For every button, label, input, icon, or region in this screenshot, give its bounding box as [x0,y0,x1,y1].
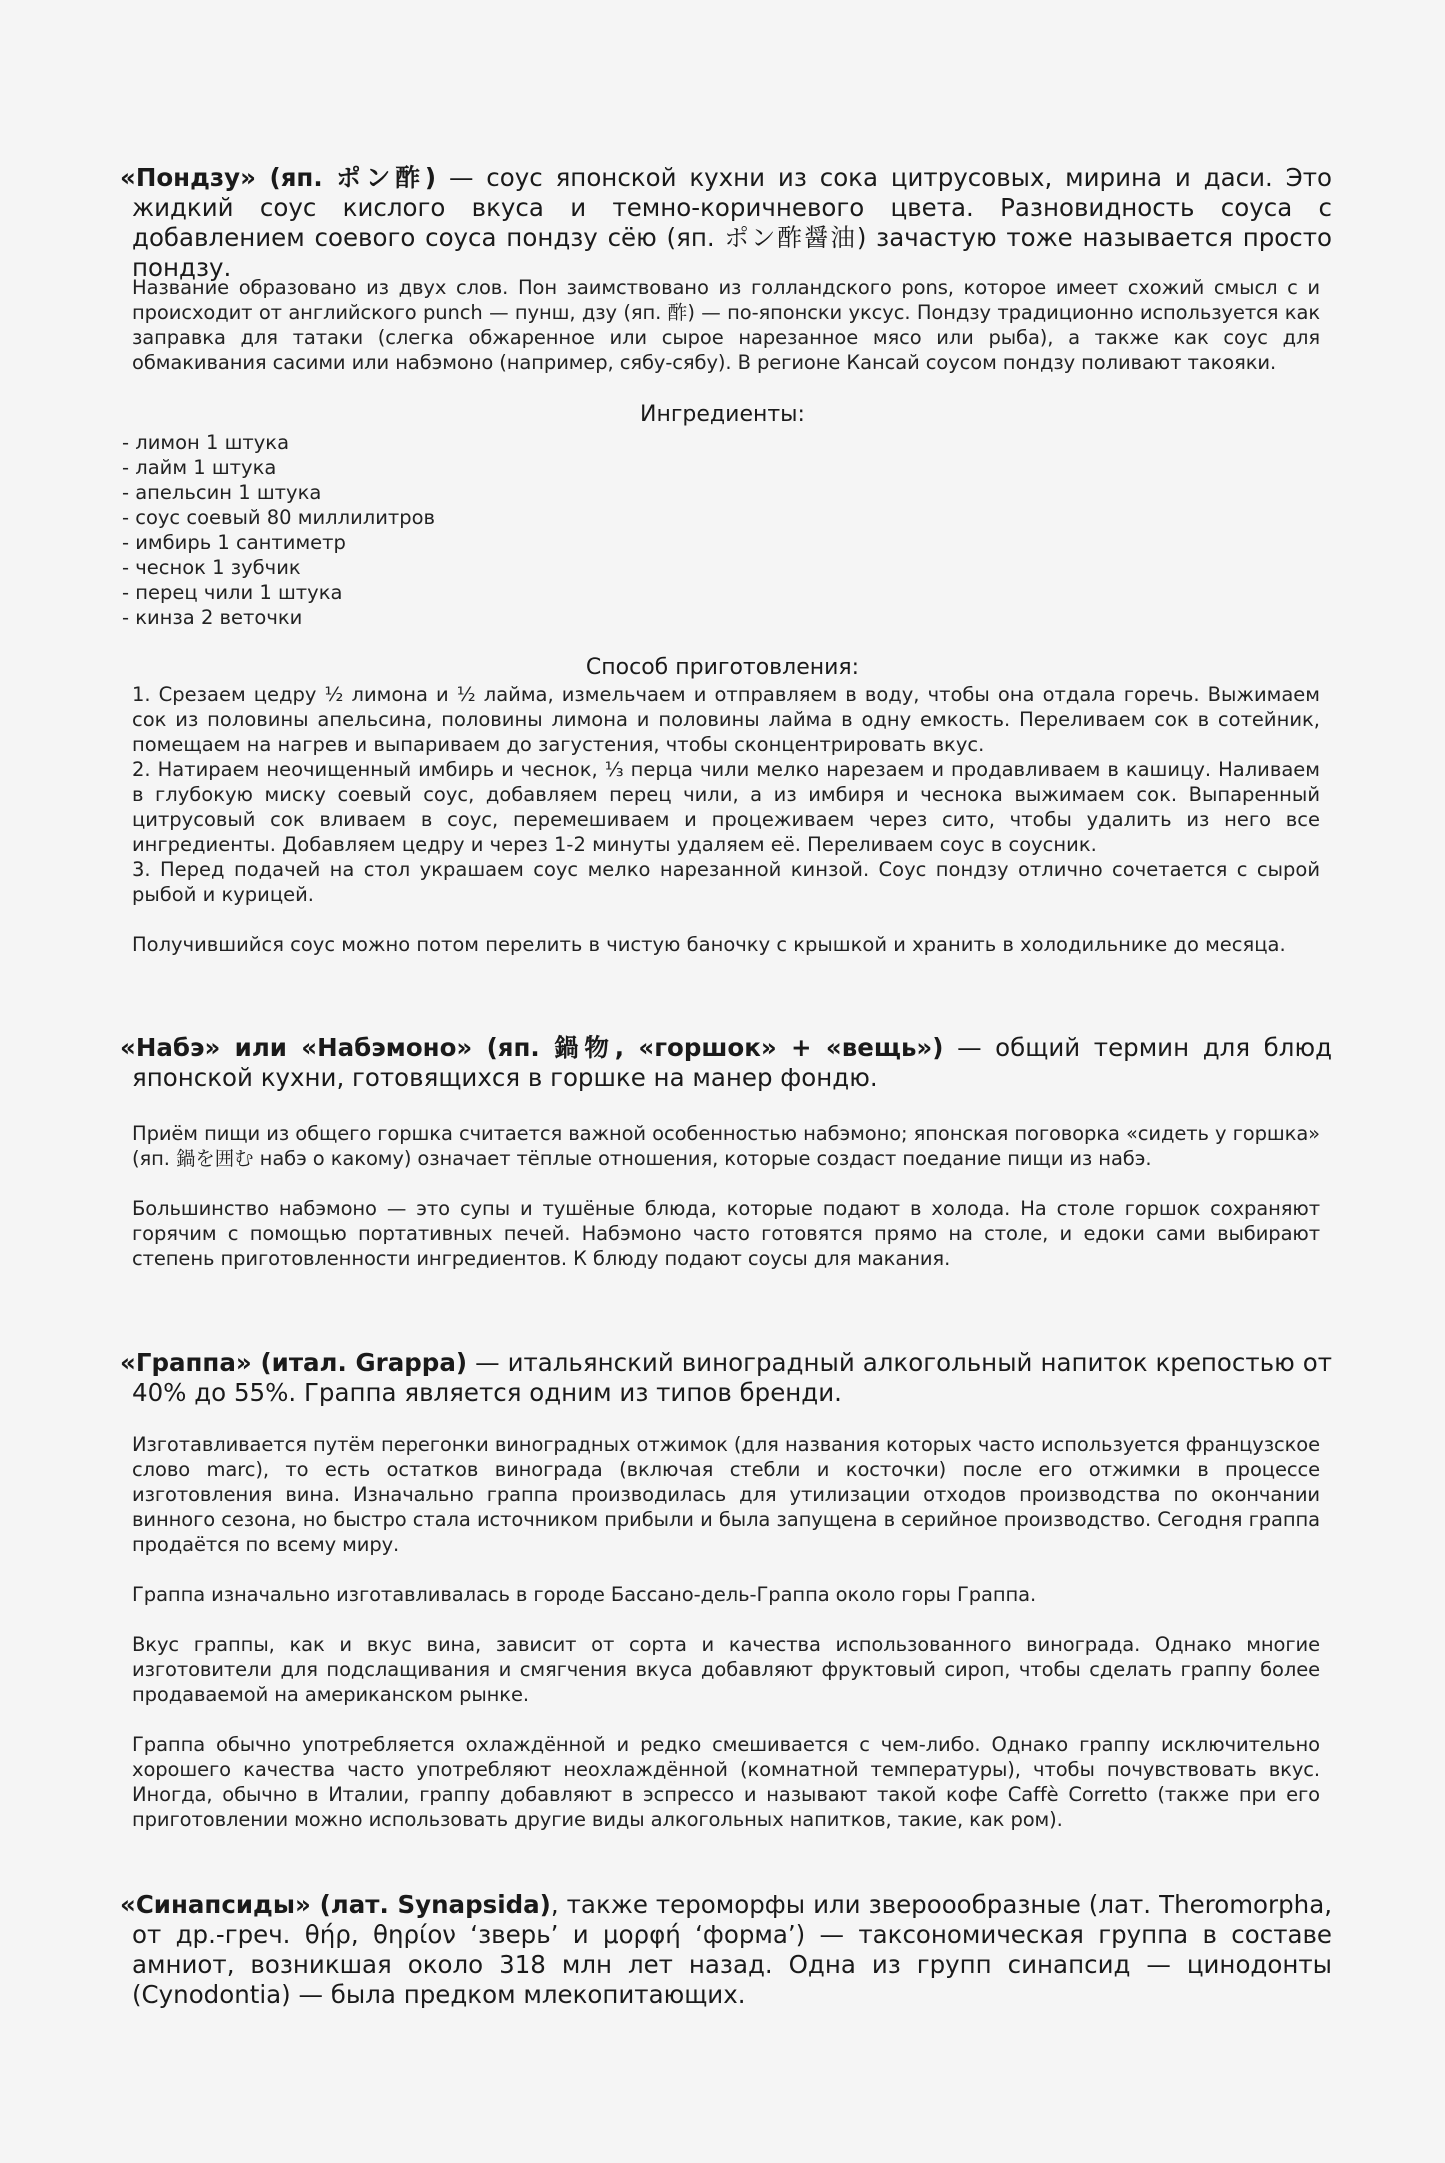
method-step: 2. Натираем неочищенный имбирь и чеснок, ⅓ перца чили мелко нарезаем и продавливаем в кашицу. Наливаем в глубокую миску соевый соус, добавляем перец чили, а из имбиря и чеснока выжимаем сок. Выпаренный цитрусовый сок вливаем в соус, перемешиваем и процеживаем через сито, чтобы удалить из него все ингредиенты. Добавляем цедру и через 1-2 минуты удаляем её. Переливаем соус в соусник. [132,758,1320,856]
synapsids-term: «Синапсиды» (лат. Synapsida) [120,1890,551,1919]
ponzu-term: «Пондзу» (яп. ポン酢) [120,163,437,192]
list-item: - соус соевый 80 миллилитров [122,506,436,529]
grappa-lead [120,1348,1332,1408]
grappa-paragraph: Изготавливается путём перегонки виноградных отжимок (для названия которых часто используется французское слово marc), то есть остатков винограда (включая стебли и косточки) после его отжимки в процессе изготовления вина. Изначально граппа производилась для утилизации отходов производства по окончании винного сезона, но быстро стала источником прибыли и была запущена в серийное производство. Сегодня граппа продаётся по всему миру. [132,1433,1320,1556]
grappa-paragraph: Граппа обычно употребляется охлаждённой и редко смешивается с чем-либо. Однако граппу исключительно хорошего качества часто употребляют неохлаждённой (комнатной температуры), чтобы почувствовать вкус. Иногда, обычно в Италии, граппу добавляют в эспрессо и называют такой кофе Caffè Corretto (также при его приготовлении можно использовать другие виды алкогольных напитков, такие, как ром). [132,1733,1320,1831]
synapsids-lead [120,1890,1332,2010]
nabe-definition: — общий термин для блюд японской кухни, готовящихся в горшке на манер фондю. [132,1033,1333,1092]
synapsids-definition: , также тероморфы или звероообразные (лат. Theromorpha, от др.-греч. θήρ, θηρίον ‘зверь’ и μορφή ‘форма’) — таксономическая группа в составе амниот, возникшая около 318 млн лет назад. Одна из групп синапсид — цинодонты (Cynodontia) — была предком млекопитающих. [132,1890,1333,2009]
method-heading: Способ приготовления: [585,655,860,680]
list-item: - лайм 1 штука [122,456,277,479]
method-steps [132,682,1320,957]
list-item: - кинза 2 веточки [122,606,303,629]
nabe-body [132,1121,1320,1271]
list-item: - лимон 1 штука [122,431,290,454]
ponzu-definition: — соус японской кухни из сока цитрусовых, мирина и даси. Это жидкий соус кислого вкуса и темно-коричневого цвета. Разновидность соуса с добавлением соевого соуса пондзу сёю (яп. ポン酢醤油) зачастую тоже называется просто пондзу. [132,163,1332,282]
method-step: 3. Перед подачей на стол украшаем соус мелко нарезанной кинзой. Соус пондзу отлично сочетается с сырой рыбой и курицей. [132,858,1320,906]
ingredients-list [122,430,435,630]
ponzu-paragraph: Название образовано из двух слов. Пон заимствовано из голландского pons, которое имеет схожий смысл с и происходит от английского punch — пунш, дзу (яп. 酢) — по-японски уксус. Пондзу традиционно используется как заправка для татаки (слегка обжаренное или сырое нарезанное мясо или рыба), а также как соус для обмакивания сасими или набэмоно (например, сябу-сябу). В регионе Кансай соусом пондзу поливают такояки. [132,276,1320,374]
list-item: - перец чили 1 штука [122,581,343,604]
grappa-paragraph: Вкус граппы, как и вкус вина, зависит от сорта и качества использованного винограда. Однако многие изготовители для подслащивания и смягчения вкуса добавляют фруктовый сироп, чтобы сделать граппу более продаваемой на американском рынке. [132,1633,1320,1706]
nabe-paragraph: Приём пищи из общего горшка считается важной особенностью набэмоно; японская поговорка «сидеть у горшка» (яп. 鍋を囲む набэ о какому) означает тёплые отношения, которые создаст поедание пищи из набэ. [132,1122,1320,1170]
list-item: - чеснок 1 зубчик [122,556,301,579]
grappa-paragraph: Граппа изначально изготавливалась в городе Бассано-дель-Граппа около горы Граппа. [132,1583,1037,1606]
grappa-body [132,1432,1320,1832]
grappa-term: «Граппа» (итал. Grappa) [120,1348,468,1377]
nabe-lead [120,1033,1332,1093]
ingredients-heading: Ингредиенты: [640,402,805,427]
ponzu-lead [120,163,1332,283]
list-item: - имбирь 1 сантиметр [122,531,346,554]
nabe-paragraph: Большинство набэмоно — это супы и тушёные блюда, которые подают в холода. На столе горшок сохраняют горячим с помощью портативных печей. Набэмоно часто готовятся прямо на столе, и едоки сами выбирают степень приготовленности ингредиентов. К блюду подают соусы для макания. [132,1197,1320,1270]
list-item: - апельсин 1 штука [122,481,322,504]
method-step: 1. Срезаем цедру ½ лимона и ½ лайма, измельчаем и отправляем в воду, чтобы она отдала горечь. Выжимаем сок из половины апельсина, половины лимона и половины лайма в одну емкость. Переливаем сок в сотейник, помещаем на нагрев и выпариваем до загустения, чтобы сконцентрировать вкус. [132,683,1320,756]
nabe-term: «Набэ» или «Набэмоно» (яп. 鍋物, «горшок» + «вещь») [120,1033,944,1062]
grappa-definition: — итальянский виноградный алкогольный напиток крепостью от 40% до 55%. Граппа является одним из типов бренди. [132,1348,1332,1407]
storage-note: Получившийся соус можно потом перелить в чистую баночку с крышкой и хранить в холодильнике до месяца. [132,933,1286,956]
